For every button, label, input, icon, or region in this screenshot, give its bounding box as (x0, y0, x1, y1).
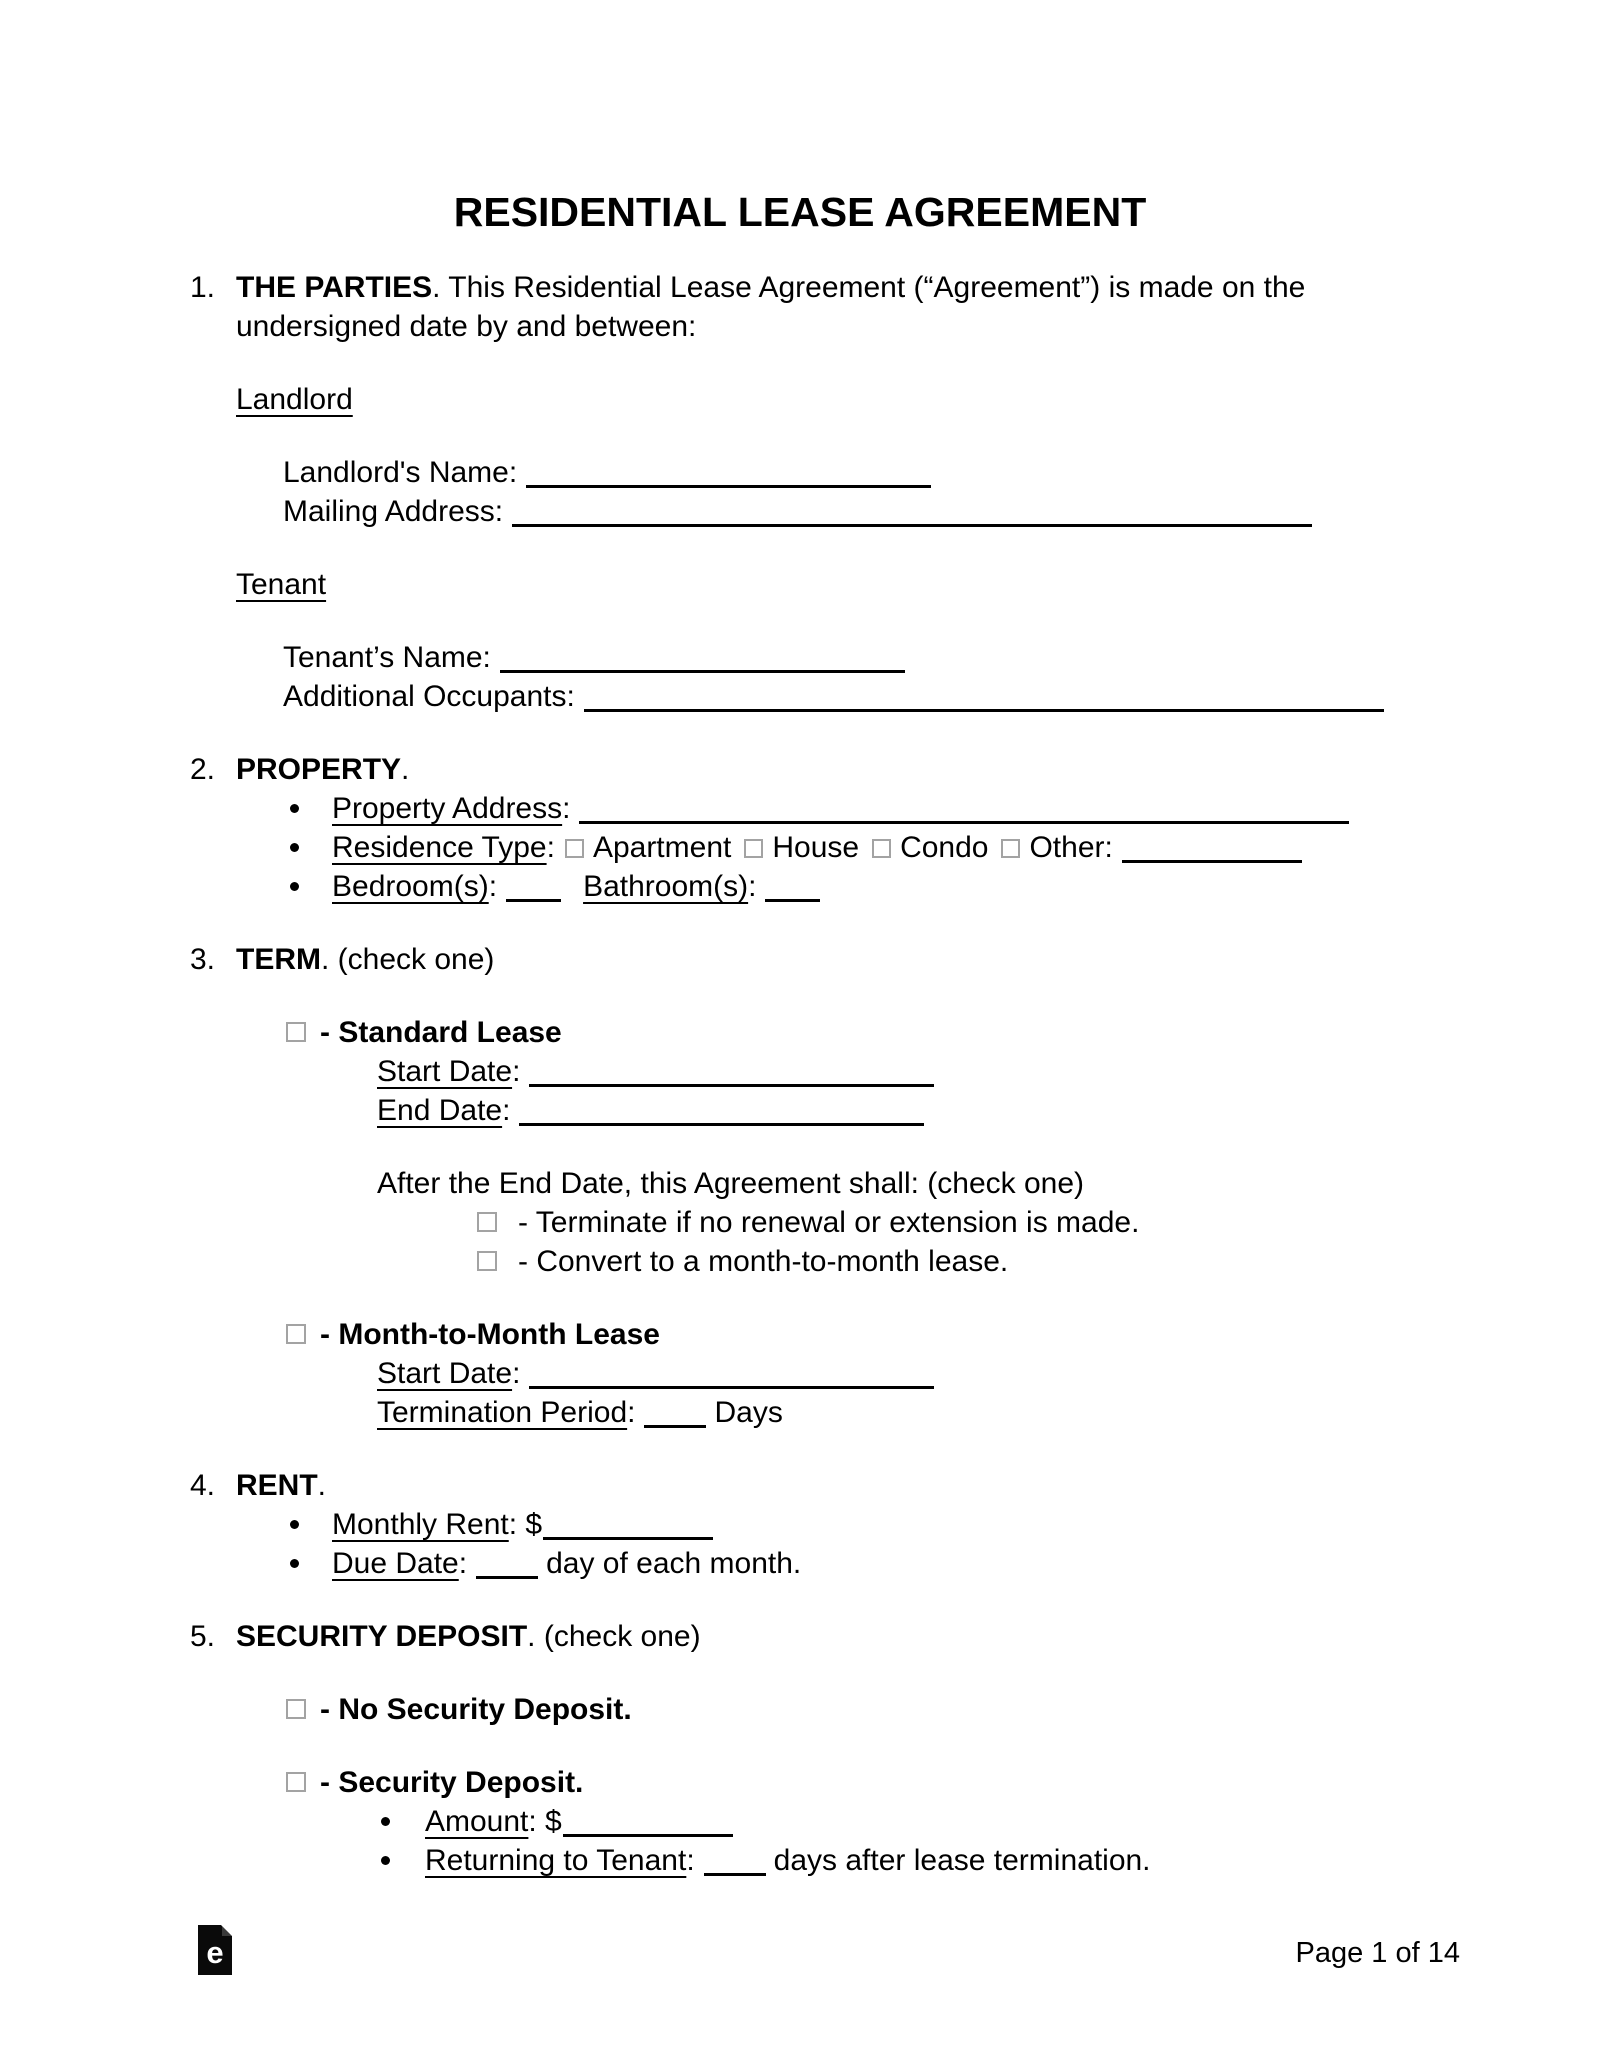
landlord-name-blank[interactable] (526, 485, 931, 488)
month-to-month-label: - Month-to-Month Lease (320, 1318, 660, 1351)
section-term-heading-row (0, 940, 1600, 979)
colon: : (686, 1844, 695, 1877)
additional-occupants-row (0, 677, 1600, 716)
colon: : (502, 1094, 511, 1127)
landlord-name-row (0, 453, 1600, 492)
section-property-heading: PROPERTY (236, 753, 402, 786)
m2m-start-date-row (0, 1354, 1600, 1393)
section-term-number: 3. (190, 943, 216, 976)
standard-end-date-blank[interactable] (519, 1123, 924, 1126)
property-address-row (0, 789, 1600, 828)
bullet-icon (290, 804, 299, 813)
page-number: Page 1 of 14 (1295, 1937, 1460, 1969)
bullet-icon (290, 882, 299, 891)
residence-option-condo: Condo (900, 831, 989, 864)
deposit-return-row (0, 1841, 1600, 1880)
tenant-name-blank[interactable] (500, 670, 905, 673)
section-property-period: . (401, 753, 410, 786)
section-term-heading: TERM (236, 943, 321, 976)
month-to-month-row (0, 1315, 1600, 1354)
section-parties-number: 1. (190, 271, 216, 304)
checkbox-no-security-deposit[interactable] (286, 1699, 306, 1719)
no-security-deposit-row (0, 1690, 1600, 1729)
due-date-blank[interactable] (476, 1576, 538, 1579)
due-date-label: Due Date (332, 1547, 459, 1580)
bullet-icon (290, 843, 299, 852)
section-property-number: 2. (190, 753, 216, 786)
deposit-amount-blank[interactable] (563, 1834, 733, 1837)
standard-start-date-row (0, 1052, 1600, 1091)
bathrooms-label: Bathroom(s) (583, 870, 749, 903)
logo-letter: e (206, 1935, 224, 1970)
convert-option-row (0, 1242, 1600, 1281)
security-deposit-row (0, 1763, 1600, 1802)
deposit-amount-row (0, 1802, 1600, 1841)
checkbox-security-deposit[interactable] (286, 1772, 306, 1792)
standard-end-date-row (0, 1091, 1600, 1130)
bullet-icon (290, 1520, 299, 1529)
tenant-name-row (0, 638, 1600, 677)
due-date-suffix: day of each month. (546, 1547, 802, 1580)
bathrooms-blank[interactable] (765, 899, 820, 902)
checkbox-other[interactable] (1001, 839, 1020, 858)
monthly-rent-dollar: : $ (508, 1508, 543, 1541)
colon: : (512, 1357, 521, 1390)
standard-lease-label: - Standard Lease (320, 1016, 562, 1049)
residence-option-other-label: Other: (1029, 831, 1113, 864)
checkbox-terminate[interactable] (477, 1212, 497, 1232)
monthly-rent-blank[interactable] (543, 1537, 713, 1540)
additional-occupants-blank[interactable] (584, 709, 1384, 712)
deposit-return-blank[interactable] (704, 1873, 766, 1876)
parties-intro-line2: undersigned date by and between: (236, 310, 697, 343)
standard-lease-row (0, 1013, 1600, 1052)
bedrooms-bathrooms-row (0, 867, 1600, 906)
checkbox-month-to-month[interactable] (286, 1324, 306, 1344)
deposit-return-suffix: days after lease termination. (773, 1844, 1151, 1877)
colon: : (627, 1396, 636, 1429)
landlord-heading: Landlord (236, 383, 353, 416)
colon: : (562, 792, 571, 825)
mailing-address-blank[interactable] (512, 524, 1312, 527)
mailing-address-label: Mailing Address: (283, 495, 504, 528)
deposit-amount-label: Amount (425, 1805, 529, 1838)
section-parties-heading: THE PARTIES (236, 271, 433, 304)
colon: : (748, 870, 757, 903)
section-deposit-suffix: . (check one) (527, 1620, 701, 1653)
security-deposit-label: - Security Deposit. (320, 1766, 584, 1799)
section-parties-heading-row (0, 268, 1600, 307)
section-rent-period: . (317, 1469, 327, 1502)
checkbox-convert[interactable] (477, 1251, 497, 1271)
terminate-option-label: - Terminate if no renewal or extension is made. (518, 1206, 1140, 1239)
section-property-heading-row (0, 750, 1600, 789)
m2m-start-date-label: Start Date (377, 1357, 513, 1390)
end-date-label: End Date (377, 1094, 503, 1127)
colon: : (546, 831, 555, 864)
bullet-icon (381, 1856, 390, 1865)
no-security-deposit-label: - No Security Deposit. (320, 1693, 632, 1726)
section-rent-heading-row (0, 1466, 1600, 1505)
after-end-date-text: After the End Date, this Agreement shall: (check one) (377, 1167, 1085, 1200)
residence-type-label: Residence Type (332, 831, 547, 864)
terminate-option-row (0, 1203, 1600, 1242)
tenant-name-label: Tenant’s Name: (283, 641, 491, 674)
property-address-blank[interactable] (579, 821, 1349, 824)
start-date-label: Start Date (377, 1055, 513, 1088)
bedrooms-label: Bedroom(s) (332, 870, 489, 903)
m2m-start-date-blank[interactable] (529, 1386, 934, 1389)
residence-option-apartment: Apartment (592, 831, 732, 864)
termination-period-label: Termination Period (377, 1396, 628, 1429)
monthly-rent-label: Monthly Rent (332, 1508, 509, 1541)
colon: : (488, 870, 498, 903)
monthly-rent-row (0, 1505, 1600, 1544)
page-title: RESIDENTIAL LEASE AGREEMENT (453, 189, 1147, 235)
mailing-address-row (0, 492, 1600, 531)
document-content (0, 190, 1600, 1880)
checkbox-house[interactable] (744, 839, 763, 858)
section-deposit-number: 5. (190, 1620, 216, 1653)
deposit-amount-dollar: : $ (528, 1805, 562, 1838)
section-rent-number: 4. (190, 1469, 216, 1502)
checkbox-apartment[interactable] (565, 839, 584, 858)
colon: : (458, 1547, 468, 1580)
residence-type-row (0, 828, 1600, 867)
section-rent-heading: RENT (236, 1469, 318, 1502)
eforms-logo (198, 1925, 232, 1975)
section-term-suffix: . (check one) (321, 943, 495, 976)
bedrooms-blank[interactable] (506, 899, 561, 902)
bullet-icon (290, 1559, 299, 1568)
bullet-icon (381, 1817, 390, 1826)
property-address-label: Property Address (332, 792, 563, 825)
due-date-row (0, 1544, 1600, 1583)
landlord-name-label: Landlord's Name: (283, 456, 518, 489)
additional-occupants-label: Additional Occupants: (283, 680, 575, 713)
residence-other-blank[interactable] (1122, 860, 1302, 863)
residence-option-house: House (772, 831, 860, 864)
termination-period-row (0, 1393, 1600, 1432)
section-deposit-heading: SECURITY DEPOSIT (236, 1620, 528, 1653)
checkbox-standard-lease[interactable] (286, 1022, 306, 1042)
section-deposit-heading-row (0, 1617, 1600, 1656)
deposit-return-label: Returning to Tenant (425, 1844, 687, 1877)
termination-days-suffix: Days (714, 1396, 783, 1429)
tenant-heading: Tenant (236, 568, 327, 601)
convert-option-label: - Convert to a month-to-month lease. (518, 1245, 1009, 1278)
parties-intro-line1: . This Residential Lease Agreement (“Agreement”) is made on the (432, 271, 1306, 304)
termination-period-blank[interactable] (644, 1425, 706, 1428)
checkbox-condo[interactable] (872, 839, 891, 858)
standard-start-date-blank[interactable] (529, 1084, 934, 1087)
colon: : (512, 1055, 521, 1088)
